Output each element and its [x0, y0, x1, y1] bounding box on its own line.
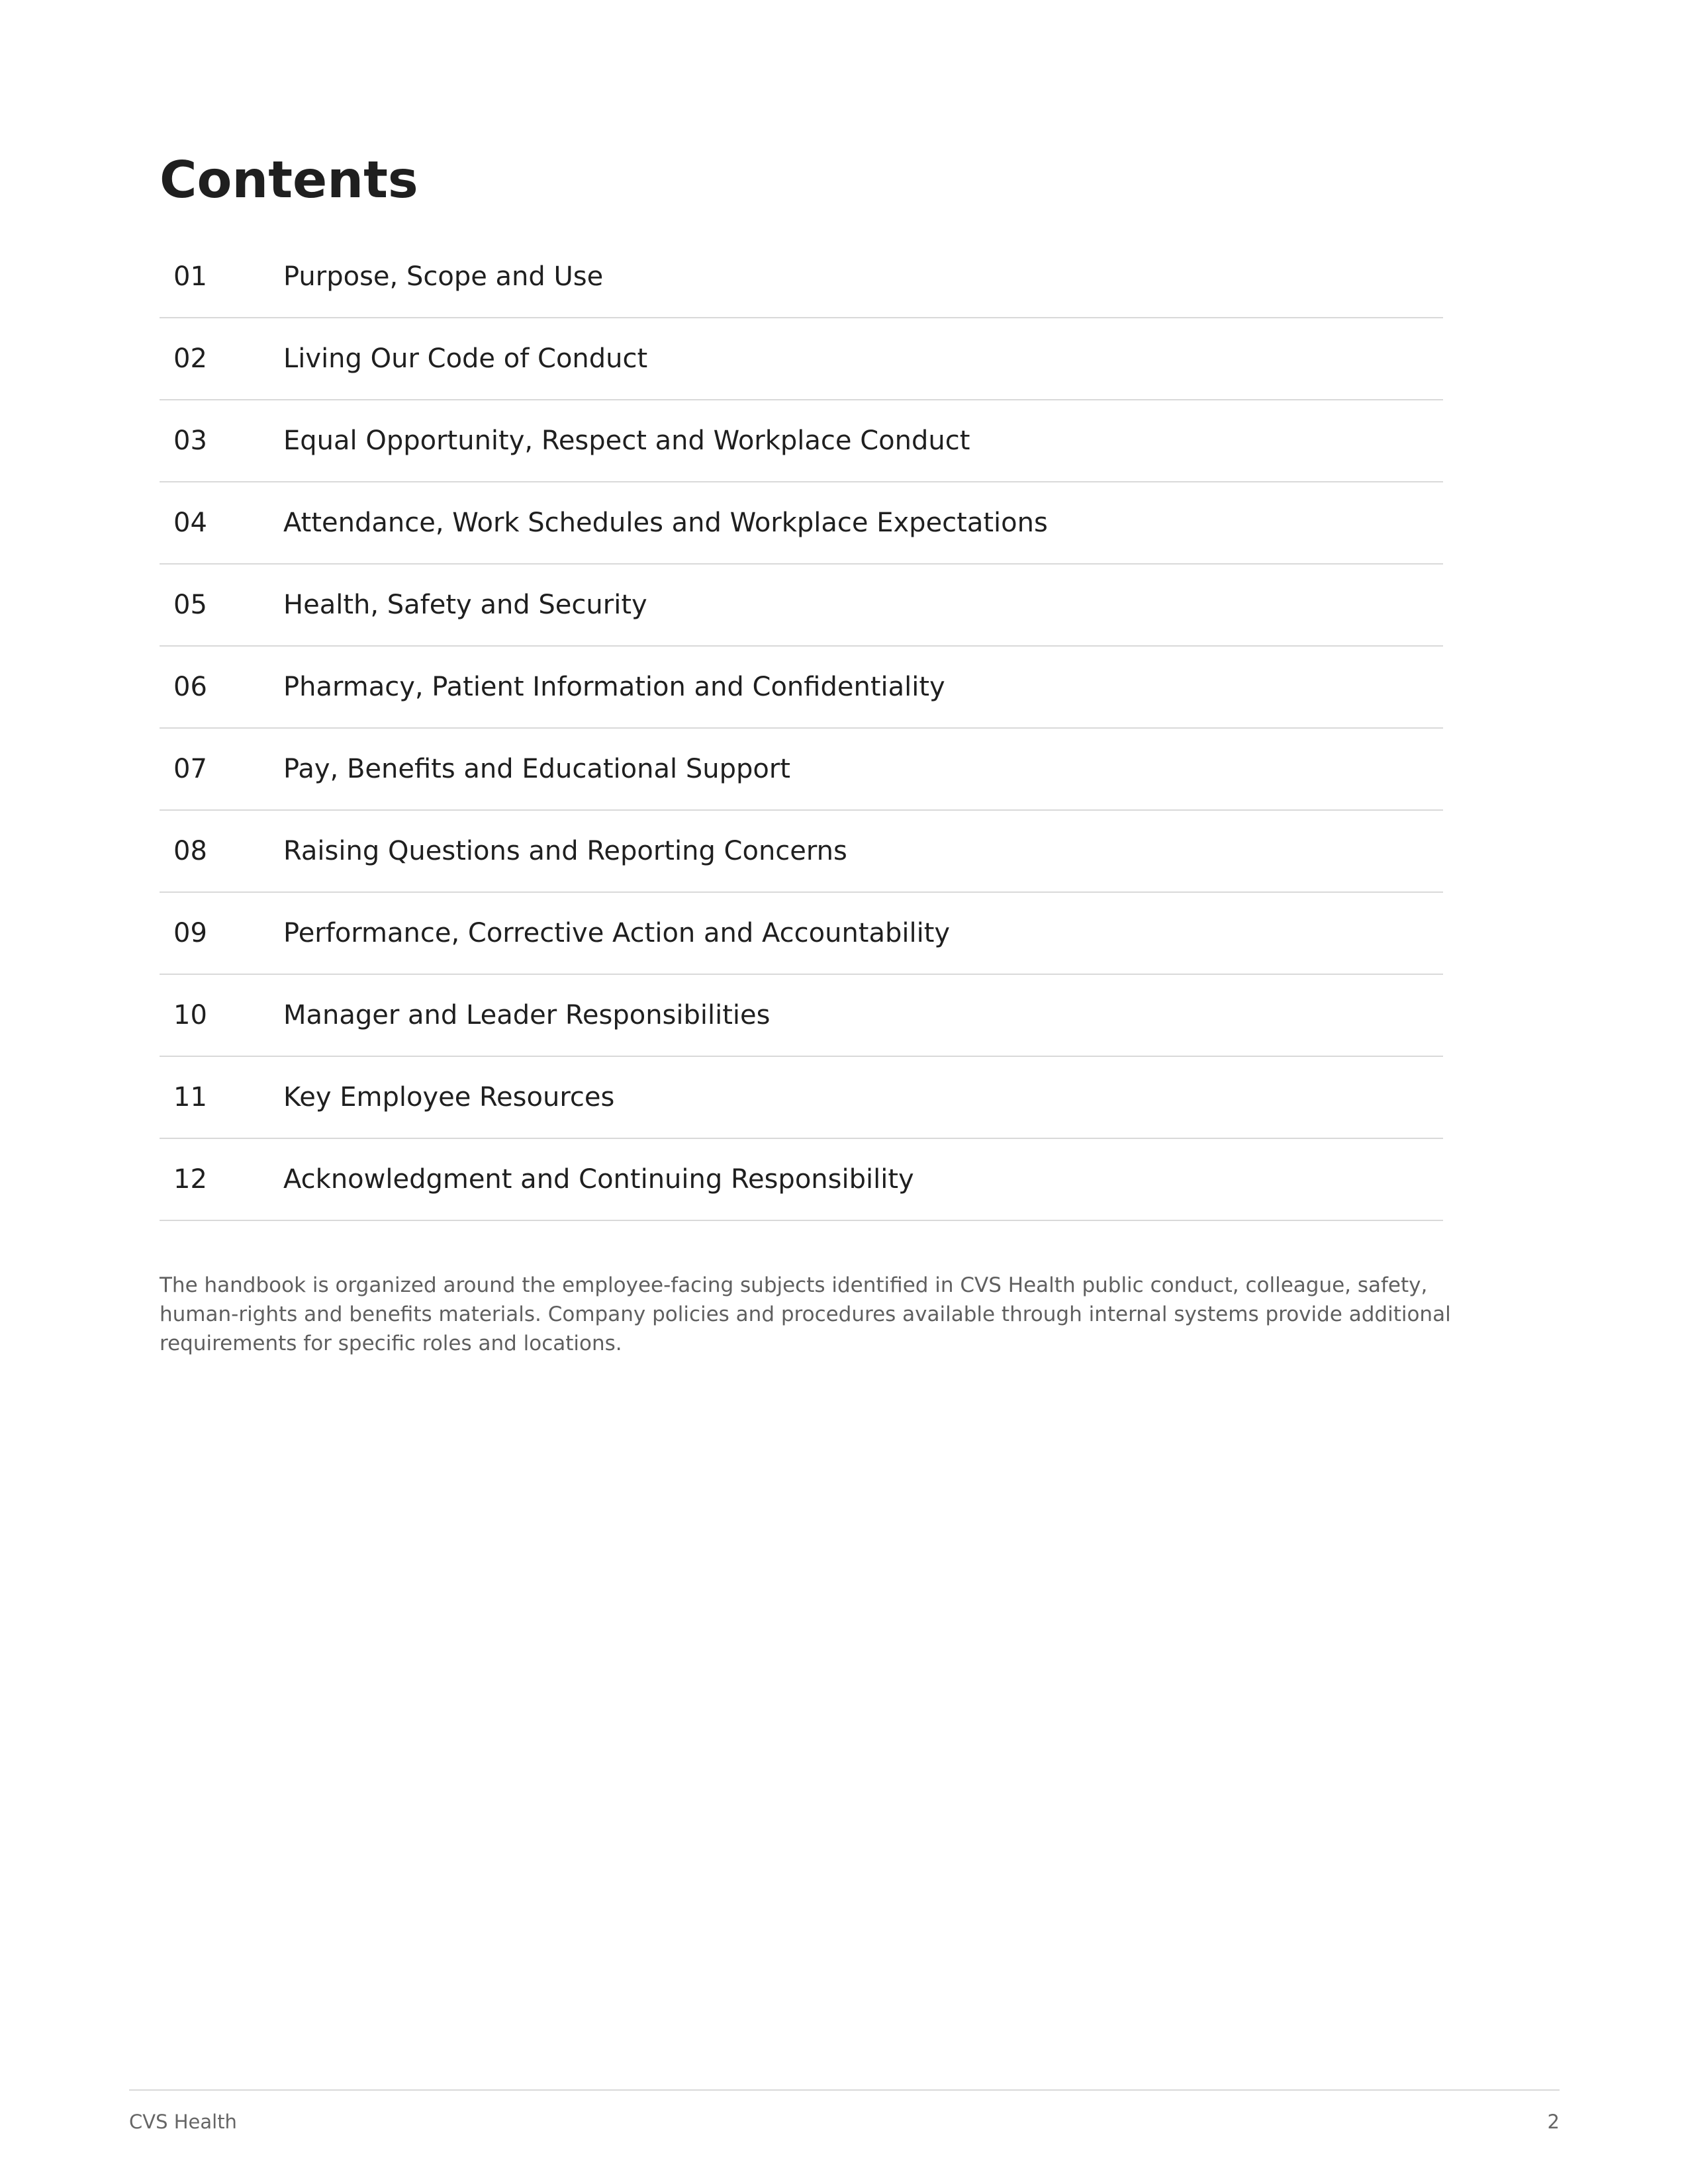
toc-item-label: Equal Opportunity, Respect and Workplace Conduct	[283, 426, 970, 456]
toc-item-label: Raising Questions and Reporting Concerns	[283, 836, 847, 866]
toc-item-03[interactable]	[160, 400, 1443, 482]
toc-item-05[interactable]	[160, 565, 1443, 647]
toc-item-number: 02	[173, 343, 207, 374]
page-number: 2	[1547, 2111, 1560, 2133]
toc-item-09[interactable]	[160, 893, 1443, 975]
toc-item-label: Attendance, Work Schedules and Workplace Expectations	[283, 508, 1048, 538]
footer-brand: CVS Health	[129, 2111, 237, 2133]
toc-item-number: 05	[173, 590, 207, 620]
table-of-contents	[160, 236, 1443, 1221]
toc-item-label: Performance, Corrective Action and Accountability	[283, 918, 951, 948]
toc-item-label: Manager and Leader Responsibilities	[283, 1000, 771, 1030]
toc-item-label: Health, Safety and Security	[283, 590, 647, 620]
toc-item-number: 09	[173, 918, 207, 948]
toc-item-number: 07	[173, 754, 207, 784]
toc-item-number: 01	[173, 261, 207, 292]
toc-item-number: 03	[173, 426, 207, 456]
toc-item-number: 11	[173, 1082, 207, 1113]
toc-item-label: Pay, Benefits and Educational Support	[283, 754, 790, 784]
toc-item-label: Key Employee Resources	[283, 1082, 615, 1113]
toc-item-11[interactable]	[160, 1057, 1443, 1139]
contents-note: The handbook is organized around the employee-facing subjects identified in CVS Health public conduct, colleague, safety, human-rights and benefits materials. Company policies and procedures available through internal systems provide additional requirements for specific roles and locations.	[160, 1273, 1451, 1355]
toc-item-04[interactable]	[160, 482, 1443, 565]
toc-item-label: Purpose, Scope and Use	[283, 261, 604, 292]
toc-item-number: 12	[173, 1164, 207, 1195]
toc-item-number: 10	[173, 1000, 207, 1030]
toc-item-12[interactable]	[160, 1139, 1443, 1221]
toc-item-label: Living Our Code of Conduct	[283, 343, 648, 374]
toc-item-number: 04	[173, 508, 207, 538]
footer-divider	[129, 2089, 1560, 2091]
toc-item-06[interactable]	[160, 647, 1443, 729]
toc-item-label: Acknowledgment and Continuing Responsibility	[283, 1164, 914, 1195]
toc-item-number: 06	[173, 672, 207, 702]
toc-item-01[interactable]	[160, 236, 1443, 318]
page-title: Contents	[160, 151, 418, 210]
toc-item-label: Pharmacy, Patient Information and Confidentiality	[283, 672, 945, 702]
toc-item-number: 08	[173, 836, 207, 866]
toc-item-07[interactable]	[160, 729, 1443, 811]
toc-item-02[interactable]	[160, 318, 1443, 400]
toc-item-08[interactable]	[160, 811, 1443, 893]
toc-item-10[interactable]	[160, 975, 1443, 1057]
